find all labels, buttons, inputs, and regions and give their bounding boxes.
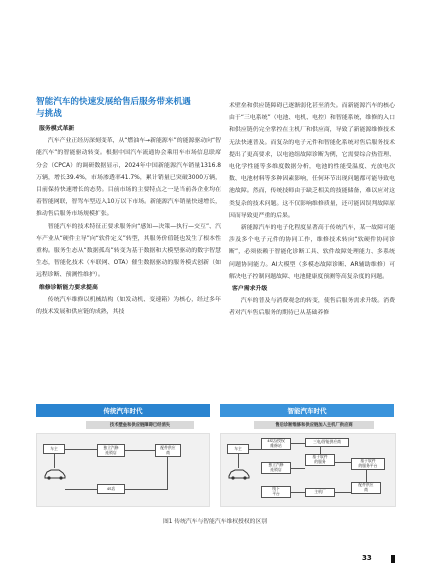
traditional-subheader: 技术壁垒和供应链障碍已经消失 — [86, 421, 194, 429]
flow-arrow — [320, 447, 321, 454]
flow-arrow — [291, 468, 305, 469]
parts-supplier-box: 配件供应 商 — [155, 444, 181, 457]
flow-arrow — [366, 470, 367, 482]
software-platform-box: 基于软件 的服务平台 — [351, 458, 385, 470]
right-column — [229, 100, 395, 320]
software-service-box: 基于软件 的服务 — [305, 454, 335, 466]
article-title — [36, 96, 221, 120]
car-icon — [43, 468, 67, 480]
flow-arrow — [54, 454, 55, 468]
car-icon — [227, 468, 251, 480]
section-heading-service-mode: 服务模式革新 — [38, 126, 75, 132]
traditional-era-header: 传统汽车时代 — [36, 404, 210, 417]
page-number: 33 — [362, 554, 372, 562]
comparison-figure — [36, 404, 394, 508]
figure-caption: 图1 传统汽车与智能汽车维权授权的区别 — [162, 519, 268, 525]
smart-era-header: 智能汽车时代 — [220, 404, 394, 417]
section-heading-customer-needs: 客户需求升级 — [231, 286, 268, 293]
flow-arrow — [335, 492, 351, 493]
authorized-dealer-box: 4S店/授权 维修站 — [261, 438, 291, 450]
parts-supplier-box: 配件供应 商 — [351, 482, 381, 494]
paragraph: 智能汽车的技术特征正要求服务向“感知—决策—执行—交互”、汽车产业从“硬件主导”向“软件定义”转型，其服务价值链也发生了根本性重构。服务生态从“数据孤岛”转变为基于数据和大模型驱动的数字智慧生态，智能化技术（车联网、OTA）催生数据驱动的服务模式创新（如远程诊断、预测性维护）。 — [36, 223, 221, 279]
flow-arrow — [65, 449, 97, 450]
owner-box: 车主 — [43, 444, 65, 454]
flow-arrow — [167, 457, 168, 490]
flow-arrow — [249, 449, 261, 450]
flow-arrow — [125, 489, 168, 490]
smart-subheader: 售后诊断维修和供应链加入主机厂供应商 — [254, 421, 374, 429]
flow-arrow — [125, 450, 155, 451]
smart-panel — [220, 433, 396, 507]
offline-platform-box: 线下 平台 — [261, 486, 291, 498]
flow-arrow — [335, 462, 351, 463]
owner-box: 车主 — [227, 444, 249, 454]
title-line-1: 智能汽车的快速发展给售后服务带来机遇 — [36, 97, 191, 107]
paragraph: 新能源汽车的电子化程度显著高于传统汽车，某一故障可能涉及多个电子元件的协同工作，维修技术转向“软硬件协同诊断”，必须依赖于智能化诊断工具、软件故障处理能力、多系统问题协同能力。AI大模型（多模态故障诊断、AR辅助维修）可解决电子控制问题故障、电池健康度预测等高复杂度的问题。 — [229, 225, 395, 280]
section-heading-repair-diagnosis: 维修诊断能力要求提高 — [38, 284, 98, 291]
tri-electric-supplier-box: 三电/智能供应商 — [305, 438, 349, 447]
page-marker — [391, 555, 395, 563]
independent-repair-box: 独立汽修 连锁店 — [97, 444, 125, 457]
title-line-2: 与挑战 — [36, 109, 62, 119]
dealer-box: 4S店 — [97, 484, 125, 494]
flow-arrow — [238, 454, 239, 468]
flow-arrow — [65, 489, 97, 490]
paragraph: 汽车的普及与消费观念的转变，使售后服务需求升级。消费者对汽车售后服务的期待已从基础养修 — [229, 298, 395, 317]
independent-repair-box: 独立汽修 连锁店 — [261, 462, 291, 474]
traditional-panel — [36, 433, 210, 507]
flow-arrow — [291, 443, 305, 444]
flow-arrow — [291, 492, 305, 493]
paragraph: 汽车产业正经历深刻变革，从“燃油车→新能源车”的能源驱动向“智能汽车”的智能驱动转变。根据中国汽车流通协会乘用车市场信息联席分会（CPCA）的调研数据显示，2024年中国新能源汽车销量1316.8万辆，增长39.4%，市场渗透率41.7%，累计销量已突破3000万辆，目前保持快速增长的态势。目前市场的主要特点之一是当前各企业均在着智能网联，智驾车型迈入10万以下市场。新能源汽车销量快速增长，推动售后服务市场规模扩张。 — [36, 138, 221, 218]
oem-box: 主机厂 — [305, 488, 335, 497]
paragraph: 传统汽车维修以机械结构（如发动机、变速箱）为核心，经过多年的技术发展和供应链的成熟，其技 — [36, 296, 221, 316]
left-column — [36, 123, 221, 318]
paragraph: 术壁垒和供应链障碍已逐渐弱化甚至消失。而新能源汽车的核心由于“三电系统”（电池、电机、电控）和智能系统，维修的入口和供应链仍完全掌控在主机厂和供应商，导致了新能源维修技术无法快速普及。而复杂的电子元件和智能化系统对售后服务技术提出了更高要求，以电池组故障诊断为例，它需要综合热管理、电化学性能等多维度数据分析，电池的性能受温度、充放电次数、电池材料等多种因素影响，任何环节出现问题都可能导致电池故障。然而，传统技师由于缺乏相关的技能储备，难以应对这类复杂的技术问题。这不仅影响维修质量，还可能因误判故障原因而导致更严重的后果。 — [229, 103, 395, 219]
